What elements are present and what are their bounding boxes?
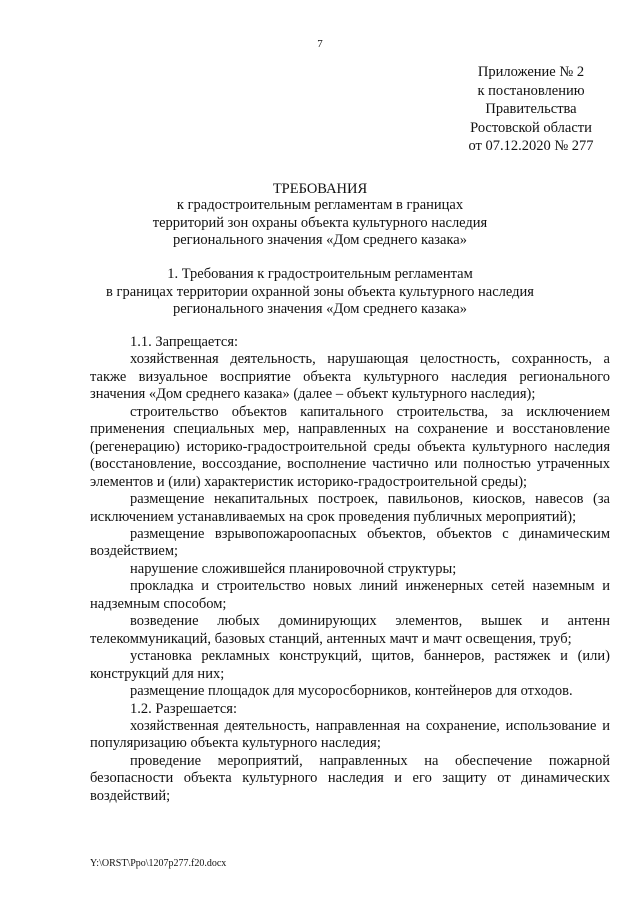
body-paragraph: размещение некапитальных построек, павильонов, киосков, навесов (за исключением устанавливаемых на срок проведения публичных мероприятий); xyxy=(90,491,610,525)
document-subtitle xyxy=(0,197,640,250)
section-heading xyxy=(0,266,640,319)
appendix-block xyxy=(438,63,624,156)
body-paragraph: установка рекламных конструкций, щитов, баннеров, растяжек и (или) конструкций для них; xyxy=(90,648,610,682)
body-paragraph: строительство объектов капитального строительства, за исключением применения специальных мер, направленных на сохранение и восстановление (регенерацию) историко-градостроительной среды объекта культурного наследия (восстановление, воссоздание, восполнение частично или полностью утраченных элементов и (или) характеристик историко-градостроительной среды); xyxy=(90,403,610,490)
page-number: 7 xyxy=(317,38,323,50)
body-paragraph: хозяйственная деятельность, направленная на сохранение, использование и популяризацию объекта культурного наследия; xyxy=(90,717,610,752)
subtitle-line: территорий зон охраны объекта культурного наследия xyxy=(152,214,488,231)
section-heading-line: регионального значения «Дом среднего казака» xyxy=(173,301,467,317)
clause-heading: 1.2. Разрешается: xyxy=(130,700,237,717)
body-paragraph: размещение взрывопожароопасных объектов, объектов с динамическим воздействием; xyxy=(90,525,610,560)
body-paragraph: проведение мероприятий, направленных на обеспечение пожарной безопасности объекта культурного наследия и его защиту от динамических воздействий; xyxy=(90,752,610,804)
appendix-line: к постановлению xyxy=(477,82,585,99)
body-paragraph: хозяйственная деятельность, нарушающая целостность, сохранность, а также визуальное восприятие объекта культурного наследия регионального значения «Дом среднего казака» (далее – объект культурного наследия); xyxy=(90,351,610,403)
appendix-line: Приложение № 2 xyxy=(477,64,585,80)
section-heading-line: 1. Требования к градостроительным регламентам xyxy=(167,266,473,282)
section-heading-line: в границах территории охранной зоны объекта культурного наследия xyxy=(106,283,534,300)
body-paragraph: размещение площадок для мусоросборников, контейнеров для отходов. xyxy=(130,683,573,700)
file-path-footer: Y:\ORST\Ppo\1207p277.f20.docx xyxy=(90,858,227,869)
body-paragraph: нарушение сложившейся планировочной структуры; xyxy=(130,560,457,577)
subtitle-line: к градостроительным регламентам в границах xyxy=(176,197,464,213)
appendix-line: Ростовской области xyxy=(470,119,592,136)
subtitle-line: регионального значения «Дом среднего казака» xyxy=(173,232,467,248)
body-paragraph: возведение любых доминирующих элементов, вышек и антенн телекоммуникаций, базовых станций, антенных мачт и мачт освещения, труб; xyxy=(90,613,610,647)
body-paragraph: прокладка и строительство новых линий инженерных сетей наземным и надземным способом; xyxy=(90,578,610,612)
appendix-line: от 07.12.2020 № 277 xyxy=(468,138,594,155)
document-body xyxy=(90,334,610,805)
clause-heading: 1.1. Запрещается: xyxy=(130,334,239,350)
document-title: ТРЕБОВАНИЯ xyxy=(272,181,368,197)
appendix-line: Правительства xyxy=(485,101,577,118)
